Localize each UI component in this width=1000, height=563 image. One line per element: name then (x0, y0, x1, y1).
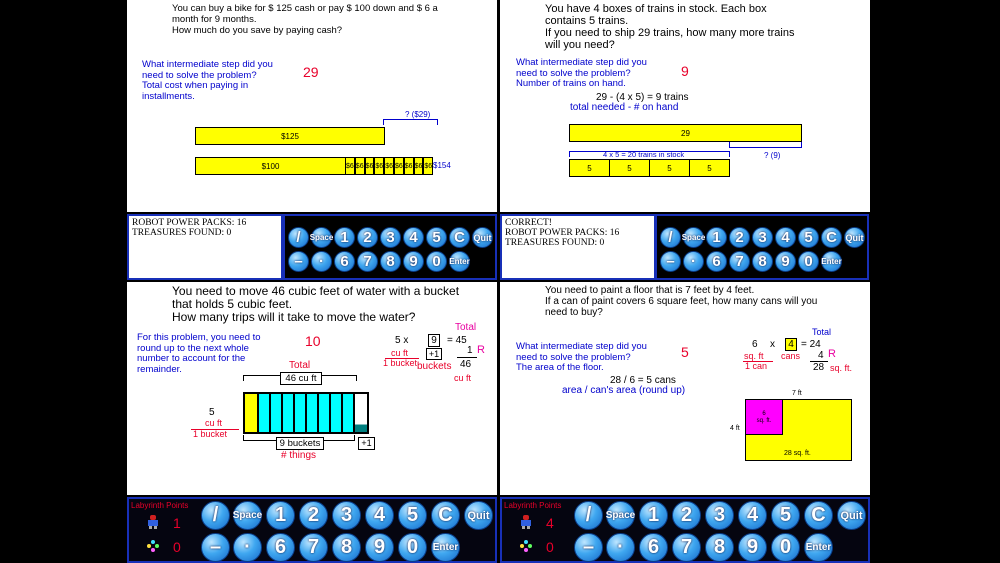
key-clear[interactable]: C (804, 501, 833, 530)
answer-value: 10 (305, 333, 321, 349)
eq-one-can: 1 can (745, 361, 768, 371)
segment: $6 (374, 157, 384, 175)
eq-plus-one: +1 (426, 348, 442, 360)
key-8[interactable]: 8 (380, 251, 401, 272)
key-divide[interactable]: / (288, 227, 309, 248)
key-6[interactable]: 6 (334, 251, 355, 272)
key-space[interactable]: Space (233, 501, 262, 530)
problem-text: You need to paint a floor that is 7 feet by 4 feet. If a can of paint covers 6 square feet, how many cans will you need to buy? (545, 285, 818, 318)
total-label: $154 (433, 161, 451, 170)
bar-total-needed: 29 (569, 124, 802, 142)
gems-icon (520, 540, 532, 552)
key-8[interactable]: 8 (752, 251, 773, 272)
eq-sqft: sq. ft (744, 351, 764, 361)
key-1[interactable]: 1 (266, 501, 295, 530)
labyrinth-points-value: 4 (546, 515, 554, 531)
key-0[interactable]: 0 (771, 533, 800, 562)
question-panel-3 (127, 282, 497, 495)
key-enter[interactable]: Enter (449, 251, 470, 272)
answer-value: 29 (303, 64, 319, 80)
box-3: 5 (649, 159, 690, 177)
diagram-total-label: Total (289, 360, 311, 371)
key-divide[interactable]: / (574, 501, 603, 530)
key-5[interactable]: 5 (398, 501, 427, 530)
key-1[interactable]: 1 (639, 501, 668, 530)
hint-text: What intermediate step did you need to solve the problem? Number of trains on hand. (516, 57, 647, 89)
key-clear[interactable]: C (821, 227, 842, 248)
key-minus[interactable]: – (201, 533, 230, 562)
key-2[interactable]: 2 (672, 501, 701, 530)
remainder-r: R (828, 348, 836, 360)
key-0[interactable]: 0 (798, 251, 819, 272)
left-cu-ft: cu ft (205, 418, 223, 428)
key-2[interactable]: 2 (299, 501, 328, 530)
key-8[interactable]: 8 (705, 533, 734, 562)
bucket-full (270, 393, 282, 433)
key-7[interactable]: 7 (299, 533, 328, 562)
bucket-full (318, 393, 330, 433)
key-clear[interactable]: C (449, 227, 470, 248)
key-2[interactable]: 2 (357, 227, 378, 248)
key-7[interactable]: 7 (672, 533, 701, 562)
bracket (729, 142, 802, 148)
key-5[interactable]: 5 (771, 501, 800, 530)
key-9[interactable]: 9 (365, 533, 394, 562)
division-note: area / can's area (round up) (562, 385, 686, 396)
key-minus[interactable]: – (660, 251, 681, 272)
eq-rhs: = 45 (447, 335, 467, 346)
eq-total-label: Total (812, 327, 832, 337)
key-3[interactable]: 3 (705, 501, 734, 530)
bucket-full (282, 393, 294, 433)
box-4: 5 (689, 159, 730, 177)
area-label: 28 sq. ft. (784, 450, 811, 457)
segment: $6 (345, 157, 355, 175)
bracket-label: ? (9) (764, 151, 781, 160)
problem-text: You have 4 boxes of trains in stock. Each box contains 5 trains. If you need to ship 29 trains, how many more trains will you need? (545, 3, 795, 51)
hint-text: What intermediate step did you need to solve the problem? Total cost when paying in installments. (142, 59, 273, 102)
keypad-right (655, 214, 869, 280)
bracket-stock (569, 151, 730, 157)
key-5[interactable]: 5 (426, 227, 447, 248)
eq-x: x (770, 339, 775, 350)
can-area-square: 6 sq. ft. (745, 399, 783, 435)
key-decimal[interactable]: · (683, 251, 704, 272)
key-0[interactable]: 0 (398, 533, 427, 562)
key-3[interactable]: 3 (380, 227, 401, 248)
eq-cu-ft: cu ft (391, 348, 409, 358)
hint-text: For this problem, you need to round up to the next whole number to account for the remainder. (137, 332, 261, 375)
bucket-diagram (243, 392, 369, 434)
labyrinth-points-label: Labyrinth Points (504, 501, 562, 510)
eq-cu-ft-2: cu ft (454, 373, 472, 383)
labyrinth-points-label: Labyrinth Points (131, 501, 189, 510)
key-9[interactable]: 9 (738, 533, 767, 562)
eq-one-bucket: 1 bucket (383, 358, 418, 368)
bucket-full (258, 393, 270, 433)
key-0[interactable]: 0 (426, 251, 447, 272)
eq-buckets: buckets (417, 361, 452, 372)
bracket-label: ? ($29) (405, 110, 431, 119)
remainder-r: R (477, 344, 485, 356)
segment: $6 (394, 157, 404, 175)
key-9[interactable]: 9 (775, 251, 796, 272)
things-label: # things (281, 450, 317, 461)
answer-value: 9 (681, 63, 689, 79)
box-1: 5 (569, 159, 610, 177)
bottom-plus-one: +1 (358, 437, 375, 450)
bar-installment-down: $100 (195, 157, 346, 175)
key-7[interactable]: 7 (729, 251, 750, 272)
key-minus[interactable]: – (574, 533, 603, 562)
key-space[interactable]: Space (683, 227, 704, 248)
key-divide[interactable]: / (660, 227, 681, 248)
key-clear[interactable]: C (431, 501, 460, 530)
key-8[interactable]: 8 (332, 533, 361, 562)
eq-six: 6 (752, 339, 758, 350)
treasures-found: TREASURES FOUND: 0 (505, 238, 605, 248)
question-panel-2 (500, 0, 870, 212)
segment: $6 (404, 157, 414, 175)
eq-46: 46 (460, 359, 472, 370)
eq-total-label: Total (455, 322, 477, 333)
robot-icon (147, 515, 159, 529)
eq-lhs: 5 x (395, 335, 409, 346)
key-quit[interactable]: Quit (837, 501, 866, 530)
installment-segments (345, 157, 433, 175)
key-decimal[interactable]: · (233, 533, 262, 562)
key-7[interactable]: 7 (357, 251, 378, 272)
status-panel-right (500, 214, 656, 280)
key-enter[interactable]: Enter (804, 533, 833, 562)
key-6[interactable]: 6 (266, 533, 295, 562)
labyrinth-points-value: 1 (173, 515, 181, 531)
answer-value: 5 (681, 344, 689, 360)
key-enter[interactable]: Enter (821, 251, 842, 272)
key-4[interactable]: 4 (365, 501, 394, 530)
key-4[interactable]: 4 (738, 501, 767, 530)
bracket (383, 119, 438, 125)
eq-one: 1 (467, 345, 473, 356)
bucket-partial (354, 393, 368, 433)
bottom-bar-left (127, 497, 497, 563)
robot-power-packs: ROBOT POWER PACKS: 16 (505, 228, 620, 238)
key-decimal[interactable]: · (606, 533, 635, 562)
division-eq: 28 / 6 = 5 cans (610, 375, 676, 386)
eq-rhs: = 24 (801, 339, 821, 350)
key-decimal[interactable]: · (311, 251, 332, 272)
eq-four: 4 (818, 350, 824, 361)
segment: $6 (355, 157, 365, 175)
key-6[interactable]: 6 (706, 251, 727, 272)
key-quit[interactable]: Quit (472, 227, 493, 248)
key-4[interactable]: 4 (403, 227, 424, 248)
bottom-bar-right (500, 497, 870, 563)
segment: $6 (365, 157, 375, 175)
eq-cans: cans (781, 351, 801, 361)
key-quit[interactable]: Quit (464, 501, 493, 530)
remainder-line (457, 357, 477, 358)
gems-value: 0 (173, 539, 181, 555)
segment: $6 (384, 157, 394, 175)
robot-power-packs: ROBOT POWER PACKS: 16 (132, 218, 247, 228)
key-1[interactable]: 1 (334, 227, 355, 248)
bucket-full (330, 393, 342, 433)
problem-text: You need to move 46 cubic feet of water with a bucket that holds 5 cubic feet. How many trips will it take to move the water? (172, 284, 460, 324)
key-6[interactable]: 6 (639, 533, 668, 562)
question-panel-1 (127, 0, 497, 212)
bucket-full (294, 393, 306, 433)
feedback-text: CORRECT! (505, 218, 552, 228)
key-2[interactable]: 2 (729, 227, 750, 248)
problem-text: You can buy a bike for $ 125 cash or pay $ 100 down and $ 6 a month for 9 months. How much do you save by paying cash? (172, 3, 438, 36)
left-one-bucket: 1 bucket (193, 429, 228, 439)
robot-icon (520, 515, 532, 529)
key-divide[interactable]: / (201, 501, 230, 530)
bucket-full (244, 393, 258, 433)
gems-value: 0 (546, 539, 554, 555)
hint-text: What intermediate step did you need to solve the problem? The area of the floor. (516, 341, 647, 373)
treasures-found: TREASURES FOUND: 0 (132, 228, 232, 238)
key-1[interactable]: 1 (706, 227, 727, 248)
eq-28: 28 (813, 362, 825, 373)
key-5[interactable]: 5 (798, 227, 819, 248)
status-panel-left (127, 214, 283, 280)
multiplication-label: 4 x 5 = 20 trains in stock (603, 150, 685, 159)
question-panel-4 (500, 282, 870, 495)
eq-sqft-2: sq. ft. (830, 363, 853, 373)
key-minus[interactable]: – (288, 251, 309, 272)
gems-icon (147, 540, 159, 552)
key-enter[interactable]: Enter (431, 533, 460, 562)
bottom-value: 9 buckets (276, 437, 324, 450)
equation: 29 - (4 x 5) = 9 trains (596, 92, 689, 103)
bucket-full (342, 393, 354, 433)
dim-left: 4 ft (730, 425, 740, 432)
bucket-full (306, 393, 318, 433)
key-space[interactable]: Space (606, 501, 635, 530)
bar-cash: $125 (195, 127, 385, 145)
box-2: 5 (609, 159, 650, 177)
boxed-quotient: 9 (428, 334, 440, 347)
key-4[interactable]: 4 (775, 227, 796, 248)
key-3[interactable]: 3 (332, 501, 361, 530)
boxed-quotient: 4 (785, 338, 797, 351)
left-5: 5 (209, 407, 215, 418)
key-quit[interactable]: Quit (844, 227, 865, 248)
key-space[interactable]: Space (311, 227, 332, 248)
key-9[interactable]: 9 (403, 251, 424, 272)
dim-top: 7 ft (792, 390, 802, 397)
segment: $6 (423, 157, 433, 175)
segment: $6 (414, 157, 424, 175)
top-value: 46 cu ft (280, 372, 322, 385)
key-3[interactable]: 3 (752, 227, 773, 248)
keypad-left (283, 214, 497, 280)
equation-note: total needed - # on hand (570, 102, 679, 113)
